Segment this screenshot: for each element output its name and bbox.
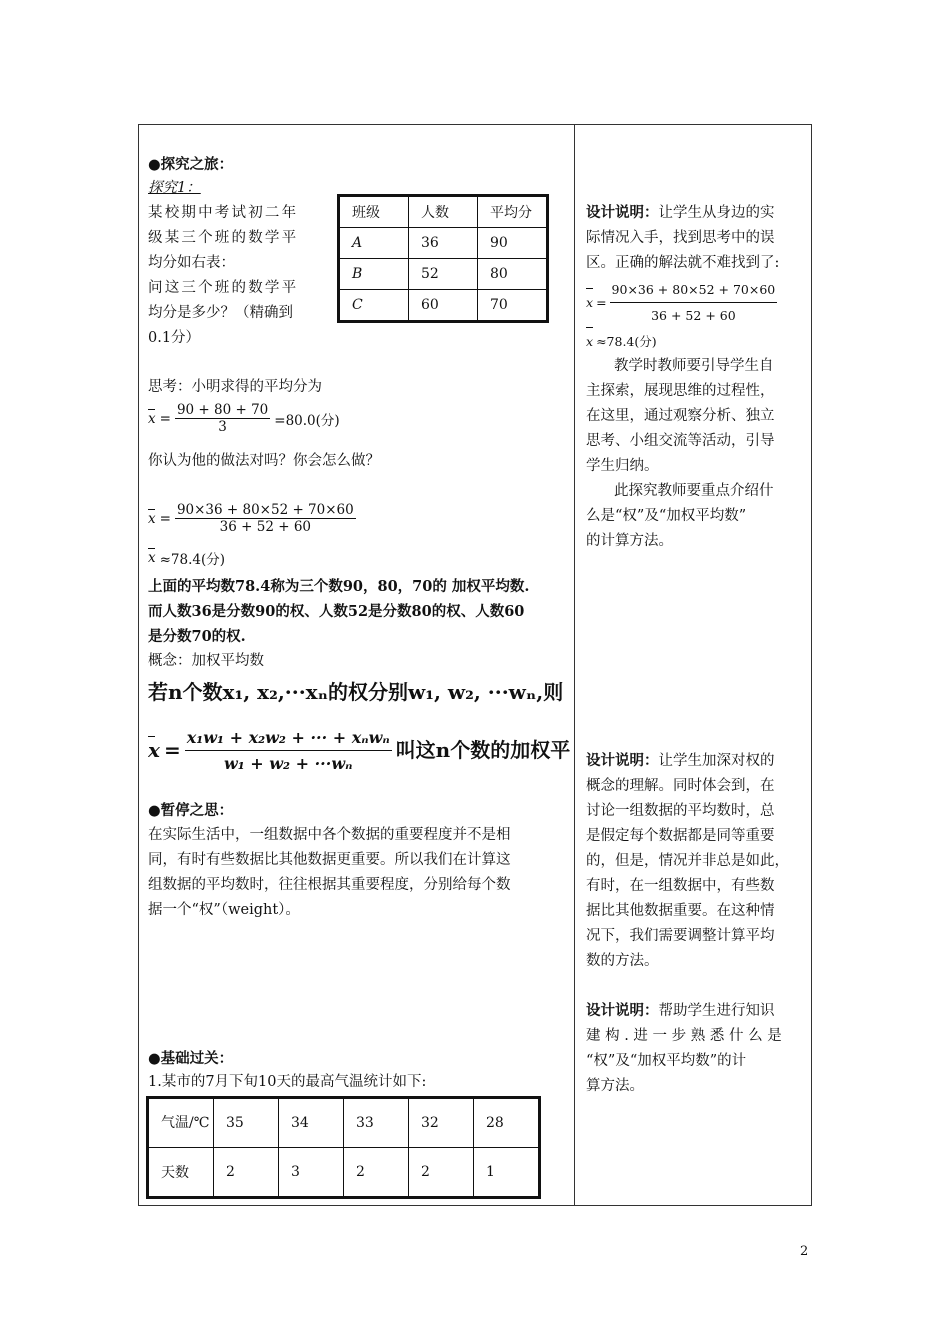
- problem-line-5: 均分是多少？（精确到: [148, 305, 293, 321]
- note-line: [586, 748, 804, 774]
- weighted-mean-definition: 若n个数x₁, x₂,···xₙ的权分别w₁, w₂, ···wₙ,则: [148, 680, 564, 704]
- table-header: 人数: [409, 196, 478, 228]
- table-row: [339, 290, 548, 322]
- note-label: 设计说明：: [586, 204, 659, 221]
- note-line: 在这里，通过观察分析、独立: [586, 408, 775, 424]
- xbar-symbol: x: [586, 290, 593, 315]
- note-line: [586, 998, 804, 1024]
- pause-line-4: 据一个“权”（weight）。: [148, 902, 300, 918]
- table-cell: 34: [279, 1098, 344, 1148]
- note-line: “权”及“加权平均数”的计: [586, 1053, 747, 1069]
- note-line: 据比其他数据重要。在这种情: [586, 903, 775, 919]
- numerator: 90×36 + 80×52 + 70×60: [610, 277, 778, 303]
- temperature-table: [146, 1096, 541, 1199]
- note-line: 主探索，展现思维的过程性，: [586, 383, 775, 399]
- table-row: [148, 1148, 540, 1198]
- page-number: 2: [800, 1244, 809, 1259]
- note-label: 设计说明：: [586, 752, 659, 769]
- note-formula: [586, 277, 804, 328]
- note-line: 学生归纳。: [586, 458, 659, 474]
- problem-line-6: 0.1分）: [148, 330, 201, 346]
- note-line: 建 构 . 进 一 步 熟 悉 什 么 是: [586, 1028, 782, 1044]
- design-note-2: [586, 748, 804, 974]
- note-line: 有时，在一组数据中，有些数: [586, 878, 775, 894]
- table-cell: B: [339, 259, 409, 290]
- xbar-symbol: x: [148, 737, 160, 762]
- note-label: 设计说明：: [586, 1002, 659, 1019]
- note-text: 帮助学生进行知识: [658, 1003, 775, 1019]
- pause-line-3: 组数据的平均数时，往往根据其重要程度，分别给每个数: [148, 877, 511, 893]
- numerator: 90 + 80 + 70: [176, 402, 269, 418]
- table-row: [148, 1098, 540, 1148]
- denominator: 36 + 52 + 60: [651, 308, 736, 323]
- table-cell: 33: [344, 1098, 409, 1148]
- note-line: 区。正确的解法就不难找到了:: [586, 255, 780, 271]
- table-cell: 3: [279, 1148, 344, 1198]
- table-cell: 2: [344, 1148, 409, 1198]
- note-line: 际情况入手，找到思考中的误: [586, 230, 775, 246]
- note-line: 思考、小组交流等活动，引导: [586, 433, 775, 449]
- table-header: 气温/℃: [148, 1098, 214, 1148]
- fraction: [610, 277, 778, 328]
- section-title-explore: ●探究之旅：: [148, 156, 234, 173]
- table-row: [339, 259, 548, 290]
- bold-paragraph-line-3: 是分数70的权.: [148, 628, 246, 645]
- note-line: 概念的理解。同时体会到，在: [586, 778, 775, 794]
- table-cell: 28: [474, 1098, 540, 1148]
- note-line: 教学时教师要引导学生自: [614, 358, 774, 374]
- formula-weighted-mean: [148, 502, 356, 535]
- note-line: 算方法。: [586, 1078, 644, 1094]
- table-cell: 32: [409, 1098, 474, 1148]
- note-line: 数的方法。: [586, 953, 659, 969]
- numerator: x₁w₁ + x₂w₂ + ··· + xₙwₙ: [185, 725, 392, 751]
- fraction: [185, 725, 392, 776]
- think-label: 思考：小明求得的平均分为: [148, 379, 322, 395]
- table-cell: 60: [409, 290, 478, 322]
- xbar-symbol: x: [148, 510, 156, 527]
- table-header: 平均分: [478, 196, 548, 228]
- equals-sign: =: [159, 510, 171, 527]
- question-text: 你认为他的做法对吗？你会怎么做？: [148, 453, 380, 469]
- table-cell: 2: [214, 1148, 279, 1198]
- design-note-1: [586, 200, 804, 554]
- formula-tail: 叫这n个数的加权平: [395, 737, 571, 762]
- pause-line-1: 在实际生活中，一组数据中各个数据的重要程度并不是相: [148, 827, 511, 843]
- table-cell: 80: [478, 259, 548, 290]
- denominator: w₁ + w₂ + ···wₙ: [223, 753, 353, 773]
- column-divider: [574, 124, 575, 1206]
- note-line: 此探究教师要重点介绍什: [614, 483, 774, 499]
- explore-label: 探究1：: [148, 180, 201, 196]
- class-score-table: [337, 194, 549, 323]
- weighted-mean-formula: [148, 720, 572, 780]
- note-line: 讨论一组数据的平均数时，总: [586, 803, 775, 819]
- note-line: [586, 200, 804, 226]
- note-line: 况下，我们需要调整计算平均: [586, 928, 775, 944]
- equals-sign: =: [596, 295, 607, 310]
- xbar-symbol: x: [148, 550, 156, 566]
- note-line: 么是“权”及“加权平均数”: [586, 508, 747, 524]
- table-cell: 35: [214, 1098, 279, 1148]
- note-text: 让学生加深对权的: [658, 753, 775, 769]
- table-cell: C: [339, 290, 409, 322]
- table-cell: 52: [409, 259, 478, 290]
- result: =80.0(分): [274, 412, 340, 429]
- table-header: 班级: [339, 196, 409, 228]
- numerator: 90×36 + 80×52 + 70×60: [176, 502, 354, 518]
- exercise-text: 1.某市的7月下旬10天的最高气温统计如下:: [148, 1074, 427, 1090]
- equals-sign: =: [163, 737, 181, 762]
- fraction: [175, 502, 356, 535]
- table-cell: 90: [478, 228, 548, 259]
- bold-paragraph-line-2: 而人数36是分数90的权、人数52是分数80的权、人数60: [148, 603, 525, 620]
- table-cell: 2: [409, 1148, 474, 1198]
- concept-label: 概念：加权平均数: [148, 653, 264, 669]
- approx-result: ≈78.4(分): [596, 334, 657, 349]
- section-title-pause: ●暂停之思：: [148, 802, 234, 819]
- problem-line-4: 问这三个班的数学平: [148, 280, 299, 296]
- xbar-symbol: x: [586, 329, 593, 354]
- denominator: 36 + 52 + 60: [219, 519, 311, 535]
- note-approx: [586, 329, 804, 354]
- table-row: [339, 228, 548, 259]
- table-cell: A: [339, 228, 409, 259]
- section-title-basics: ●基础过关：: [148, 1050, 234, 1067]
- pause-line-2: 同，有时有些数据比其他数据更重要。所以我们在计算这: [148, 852, 511, 868]
- note-text: 让学生从身边的实: [658, 205, 775, 221]
- problem-line-3: 均分如右表：: [148, 255, 235, 271]
- table-cell: 36: [409, 228, 478, 259]
- note-line: 的，但是，情况并非总是如此，: [586, 853, 789, 869]
- note-line: 的计算方法。: [586, 533, 673, 549]
- equals-sign: =: [159, 410, 171, 427]
- table-cell: 1: [474, 1148, 540, 1198]
- table-cell: 70: [478, 290, 548, 322]
- design-note-3: [586, 998, 804, 1099]
- formula-approx: [148, 548, 225, 568]
- problem-line-1: 某校期中考试初二年: [148, 205, 299, 221]
- denominator: 3: [218, 419, 227, 435]
- note-line: 是假定每个数据都是同等重要: [586, 828, 775, 844]
- table-row: [339, 196, 548, 228]
- table-header: 天数: [148, 1148, 214, 1198]
- fraction: [175, 402, 270, 435]
- problem-line-2: 级某三个班的数学平: [148, 230, 299, 246]
- xbar-symbol: x: [148, 410, 156, 427]
- bold-paragraph-line-1: 上面的平均数78.4称为三个数90，80，70的 加权平均数.: [148, 578, 530, 595]
- approx-result: ≈78.4(分): [159, 552, 226, 568]
- formula-simple-mean: [148, 402, 340, 435]
